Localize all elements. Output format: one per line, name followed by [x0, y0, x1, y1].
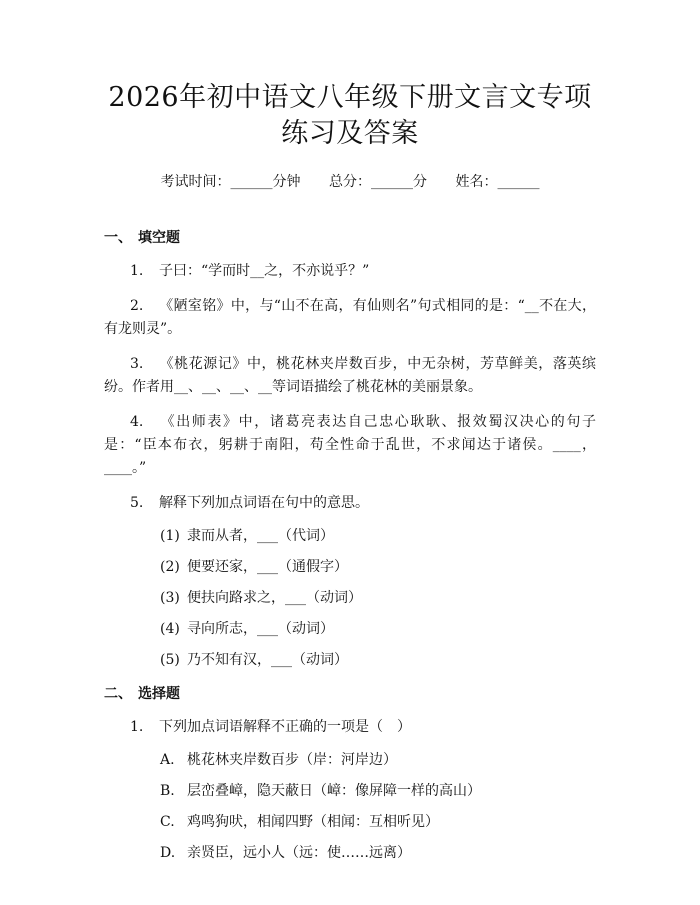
- question-number: 5.: [130, 495, 144, 511]
- sub-question-item: [104, 588, 596, 608]
- answer-option-a: [104, 750, 596, 770]
- question-item: [104, 716, 596, 739]
- section-title: 填空题: [138, 230, 180, 246]
- option-text: 桃花林夹岸数百步（岸：河岸边）: [187, 752, 397, 768]
- question-number: 2.: [130, 298, 144, 314]
- sub-question-number: (5): [160, 652, 180, 668]
- question-text: 《出师表》中，诸葛亮表达自己忠心耿耿、报效蜀汉决心的句子是：“臣本布衣，躬耕于南阳，苟全性命于乱世，不求闻达于诸侯。____，____。”: [104, 414, 596, 476]
- option-label: D.: [160, 845, 176, 861]
- question-text: 子曰：“学而时__之，不亦说乎？”: [159, 263, 370, 279]
- answer-option-c: [104, 812, 596, 832]
- sub-question-item: [104, 557, 596, 577]
- question-item: [104, 492, 596, 515]
- option-label: A.: [160, 752, 175, 768]
- question-number: 1.: [130, 263, 144, 279]
- sub-question-text: 乃不知有汉，___（动词）: [187, 652, 348, 668]
- sub-question-text: 寻向所志，___（动词）: [187, 621, 334, 637]
- question-item: [104, 295, 596, 341]
- question-item: [104, 353, 596, 399]
- question-text: 解释下列加点词语在句中的意思。: [159, 495, 369, 511]
- sub-question-number: (4): [160, 621, 180, 637]
- sub-question-text: 隶而从者，___（代词）: [187, 528, 334, 544]
- question-number: 4.: [130, 414, 144, 430]
- question-number: 3.: [130, 356, 144, 372]
- sub-question-text: 便要还家，___（通假字）: [187, 559, 348, 575]
- sub-question-number: (1): [160, 528, 180, 544]
- sub-question-number: (2): [160, 559, 180, 575]
- question-number: 1.: [130, 719, 144, 735]
- option-text: 层峦叠嶂，隐天蔽日（嶂：像屏障一样的高山）: [187, 783, 481, 799]
- question-text: 《桃花源记》中，桃花林夹岸数百步，中无杂树，芳草鲜美，落英缤纷。作者用__、__、__、__等词语描绘了桃花林的美丽景象。: [104, 356, 596, 395]
- question-item: [104, 260, 596, 283]
- option-label: B.: [160, 783, 175, 799]
- question-item: [104, 411, 596, 480]
- sub-question-item: [104, 619, 596, 639]
- sub-question-number: (3): [160, 590, 180, 606]
- section-title: 选择题: [138, 686, 180, 702]
- sub-question-item: [104, 526, 596, 546]
- option-text: 亲贤臣，远小人（远：使……远离）: [187, 845, 411, 861]
- document-title: 2026年初中语文八年级下册文言文专项练习及答案: [108, 82, 592, 149]
- sub-question-item: [104, 650, 596, 670]
- exam-meta: [104, 172, 596, 192]
- answer-option-b: [104, 781, 596, 801]
- option-text: 鸡鸣狗吠，相闻四野（相闻：互相听见）: [187, 814, 439, 830]
- section-number: 一、: [104, 230, 132, 246]
- exam-time: 考试时间：______分钟: [160, 174, 301, 190]
- section-heading-fill-blank: [104, 228, 596, 248]
- question-text: 《陋室铭》中，与“山不在高，有仙则名”句式相同的是：“__不在大，有龙则灵”。: [104, 298, 596, 337]
- answer-option-d: [104, 843, 596, 863]
- question-text: 下列加点词语解释不正确的一项是（ ）: [159, 719, 411, 735]
- section-number: 二、: [104, 686, 132, 702]
- section-heading-multiple-choice: [104, 684, 596, 704]
- total-score: 总分：______分: [329, 174, 427, 190]
- sub-question-text: 便扶向路求之，___（动词）: [187, 590, 362, 606]
- student-name: 姓名：______: [455, 174, 540, 190]
- option-label: C.: [160, 814, 175, 830]
